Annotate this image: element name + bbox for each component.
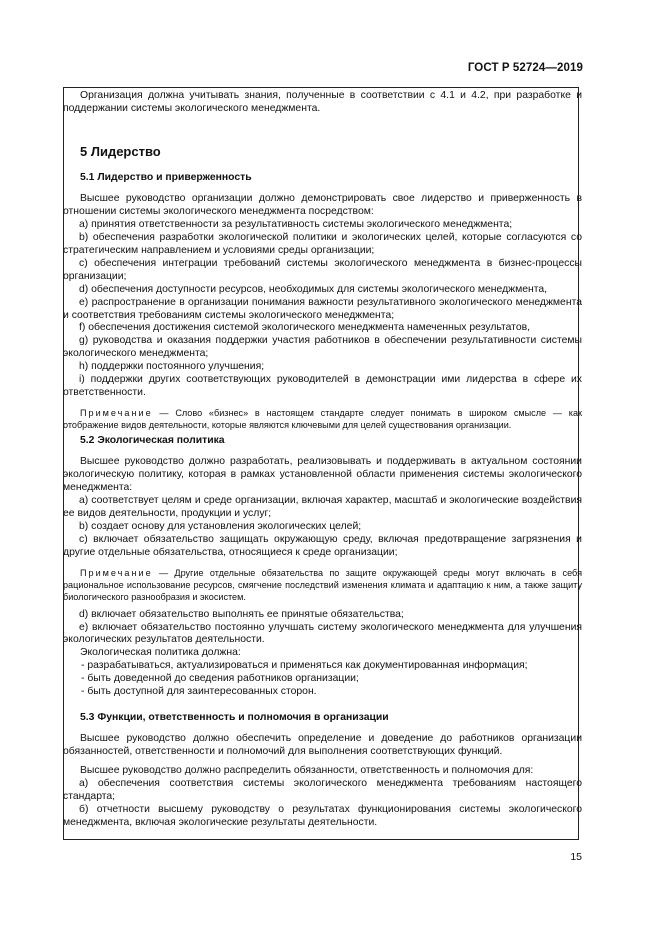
note-5-1 [63,407,582,431]
page-number: 15 [570,851,582,863]
section-5-1-lead: Высшее руководство организации должно демонстрировать свое лидерство и приверженность в отношении системы экологического менеджмента посредством: [63,192,582,217]
list-item: c) включает обязательство защищать окружающую среду, включая предотвращение загрязнения и другие отдельные обязательства, относящиеся к среде организации; [63,533,582,558]
list-item: б) отчетности высшему руководству о результатах функционирования системы экологического менеджмента, включая экологические результаты деятельности. [63,803,582,828]
list-item: - разрабатываться, актуализироваться и применяться как документированная информация; [81,660,528,672]
section-5-title: 5 Лидерство [80,144,161,159]
list-item: a) соответствует целям и среде организации, включая характер, масштаб и экологические воздействия ее видов деятельности, продукции и услуг; [63,494,582,519]
list-item: d) обеспечения доступности ресурсов, необходимых для системы экологического менеджмента, [79,283,548,295]
note-5-2 [63,567,582,603]
intro-paragraph: Организация должна учитывать знания, полученные в соответствии с 4.1 и 4.2, при разработке и поддержании системы экологического менеджмента. [63,90,582,114]
list-item: - быть доведенной до сведения работников организации; [81,673,359,685]
section-5-3-p2: Высшее руководство должно распределить обязанности, ответственность и полномочия для: [80,764,534,776]
list-item: a) принятия ответственности за результативность системы экологического менеджмента; [79,218,513,230]
note-text: — Другие отдельные обязательства по защите окружающей среды могут включать в себя рациональное использование ресурсов, смягчение последствий изменения климата и адаптацию к ним, а также защиту биологического разнообразия и экосистем. [63,567,582,602]
note-label: Примечание [80,408,153,419]
page-body [63,90,582,116]
list-item: d) включает обязательство выполнять ее принятые обязательства; [79,608,404,620]
section-5-3 [63,712,582,830]
standard-code: ГОСТ Р 52724—2019 [467,62,583,74]
note-label: Примечание [80,567,153,578]
list-item: c) обеспечения интеграции требований системы экологического менеджмента в бизнес-процессы организации; [63,257,582,282]
list-item: а) обеспечения соответствия системы экологического менеджмента требованиям настоящего стандарта; [63,777,582,802]
section-5-1 [63,172,582,431]
list-item: g) руководства и оказания поддержки участия работников в обеспечении результативности системы экологического менеджмента; [63,335,582,360]
section-5-2-title: 5.2 Экологическая политика [80,435,225,446]
list-item: i) поддержки других соответствующих руководителей в демонстрации ими лидерства в сфере их ответственности. [63,374,582,399]
policy-intro: Экологическая политика должна: [80,647,241,659]
section-5 [63,146,582,159]
section-5-2 [63,435,582,699]
list-item: b) обеспечения разработки экологической политики и экологических целей, которые согласуются со стратегическим направлением и условиями среды организации; [63,231,582,256]
note-text: — Слово «бизнес» в настоящем стандарте следует понимать в широком смысле — как отображение видов деятельности, которые являются ключевыми для целей существования организации. [63,408,582,431]
section-5-1-title: 5.1 Лидерство и приверженность [80,172,252,183]
list-item: b) создает основу для установления экологических целей; [79,520,362,532]
section-5-2-lead: Высшее руководство должно разработать, реализовывать и поддерживать в актуальном состоянии экологическую политику, которая в рамках установленной области применения системы экологического менеджмента: [63,455,582,493]
list-item: e) включает обязательство постоянно улучшать систему экологического менеджмента для улучшения экологических результатов деятельности. [63,621,582,646]
section-5-3-title: 5.3 Функции, ответственность и полномочия в организации [80,712,389,723]
list-item: - быть доступной для заинтересованных сторон. [81,686,317,698]
list-item: e) распространение в организации понимания важности результативного экологического менеджмента и соответствия требованиям системы экологического менеджмента; [63,296,582,321]
list-item: h) поддержки постоянного улучшения; [79,361,265,373]
section-5-3-p1: Высшее руководство должно обеспечить определение и доведение до работников организации обязанностей, ответственности и полномочий для выполнения соответствующих функций. [63,732,582,757]
list-item: f) обеспечения достижения системой экологического менеджмента намеченных результатов, [79,322,531,334]
